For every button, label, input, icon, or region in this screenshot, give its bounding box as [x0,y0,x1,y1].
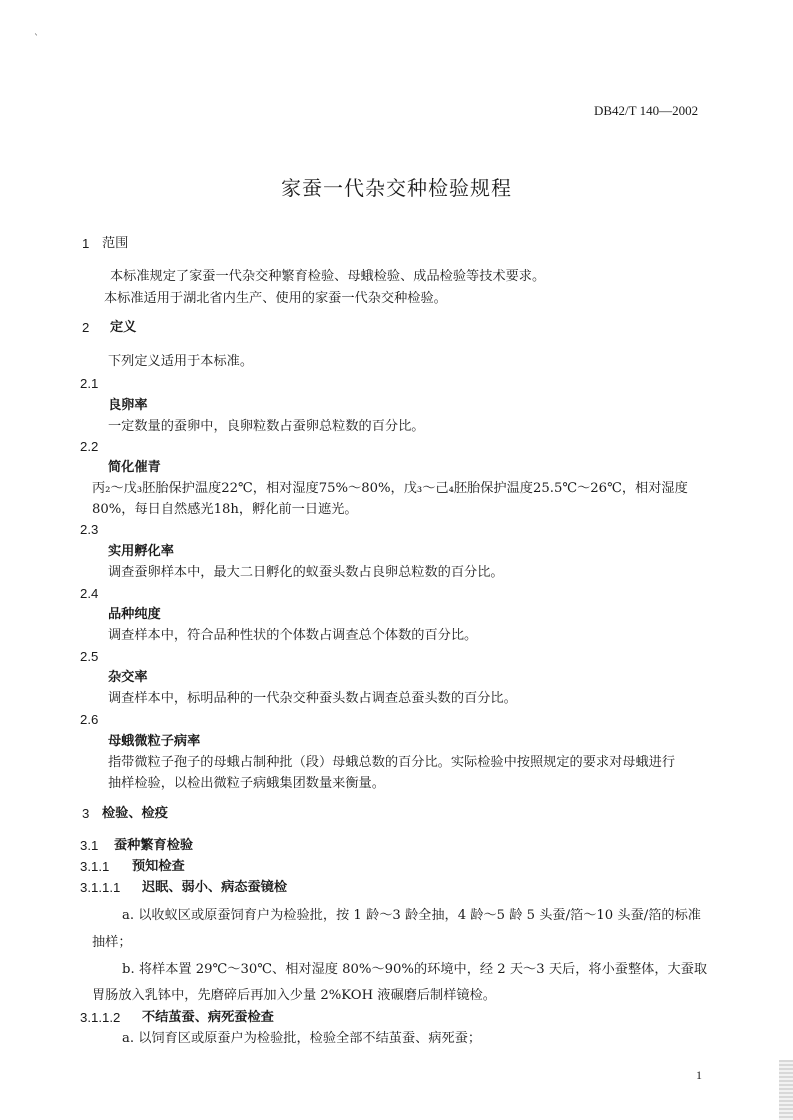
subsection-title: 预知检查 [132,859,185,874]
definitions-intro: 下列定义适用于本标准。 [108,354,254,369]
definition-number: 2.4 [80,586,99,601]
document-code: DB42/T 140—2002 [594,103,699,118]
definition-term: 良卵率 [108,398,148,413]
section-3-number: 3 [82,806,90,821]
scan-edge [779,1060,793,1120]
definition-number: 2.3 [80,522,99,537]
definition-term: 母蛾微粒子病率 [108,734,201,749]
scan-mark: ` [34,34,39,45]
subsection-number: 3.1.1.2 [80,1010,121,1025]
list-item-a: a. 以收蚁区或原蚕饲育户为检验批，按 1 龄～3 龄全抽，4 龄～5 龄 5 头蚕/箔～10 头蚕/箔的标准 [122,908,701,923]
definition-number: 2.1 [80,376,99,391]
list-item-b: b. 将样本置 29℃～30℃、相对湿度 80%～90%的环境中，经 2 天～3 天后，将小蚕整体，大蚕取 [122,962,708,977]
definition-text: 调查样本中，标明品种的一代杂交种蚕头数占调查总蚕头数的百分比。 [108,691,517,706]
section-2-title: 定义 [110,320,137,335]
section-1-number: 1 [82,236,90,251]
definition-number: 2.2 [80,439,99,454]
definition-text: 抽样检验，以检出微粒子病蛾集团数量来衡量。 [108,776,385,791]
definition-term: 实用孵化率 [108,544,174,559]
section-3-title: 检验、检疫 [102,806,168,821]
subsection-title: 蚕种繁育检验 [114,838,194,853]
subsection-title: 不结茧蚕、病死蚕检查 [142,1010,274,1025]
definition-text: 一定数量的蚕卵中，良卵粒数占蚕卵总粒数的百分比。 [108,419,425,434]
subsection-number: 3.1 [80,838,99,853]
definition-text: 调查样本中，符合品种性状的个体数占调查总个体数的百分比。 [108,628,478,643]
page-title: 家蚕一代杂交种检验规程 [281,176,512,200]
definition-text: 丙₂～戊₃胚胎保护温度22℃，相对湿度75%～80%，戊₃～己₄胚胎保护温度25.5℃～26℃，相对湿度 [92,481,688,496]
definition-term: 杂交率 [108,670,148,685]
subsection-number: 3.1.1 [80,859,110,874]
definition-number: 2.6 [80,712,99,727]
definition-text: 调查蚕卵样本中，最大二日孵化的蚁蚕头数占良卵总粒数的百分比。 [108,565,504,580]
subsection-title: 迟眠、弱小、病态蚕镜检 [142,880,288,895]
list-item-a: a. 以饲育区或原蚕户为检验批，检验全部不结茧蚕、病死蚕； [122,1031,482,1046]
definition-term: 品种纯度 [108,607,161,622]
section-2-number: 2 [82,320,90,335]
scope-paragraph-1: 本标准规定了家蚕一代杂交种繁育检验、母蛾检验、成品检验等技术要求。 [110,269,546,284]
page-number: 1 [696,1068,702,1082]
section-1-title: 范围 [102,236,129,251]
scope-paragraph-2: 本标准适用于湖北省内生产、使用的家蚕一代杂交种检验。 [104,291,447,306]
list-item-a-continued: 抽样； [92,935,132,950]
definition-term: 简化催青 [108,460,161,475]
definition-text: 指带微粒子孢子的母蛾占制种批（段）母蛾总数的百分比。实际检验中按照规定的要求对母蛾进行 [108,755,676,770]
list-item-b-continued: 胃肠放入乳钵中，先磨碎后再加入少量 2%KOH 液碾磨后制样镜检。 [92,988,496,1003]
subsection-number: 3.1.1.1 [80,880,121,895]
definition-text: 80%，每日自然感光18h，孵化前一日遮光。 [92,502,358,517]
definition-number: 2.5 [80,649,99,664]
